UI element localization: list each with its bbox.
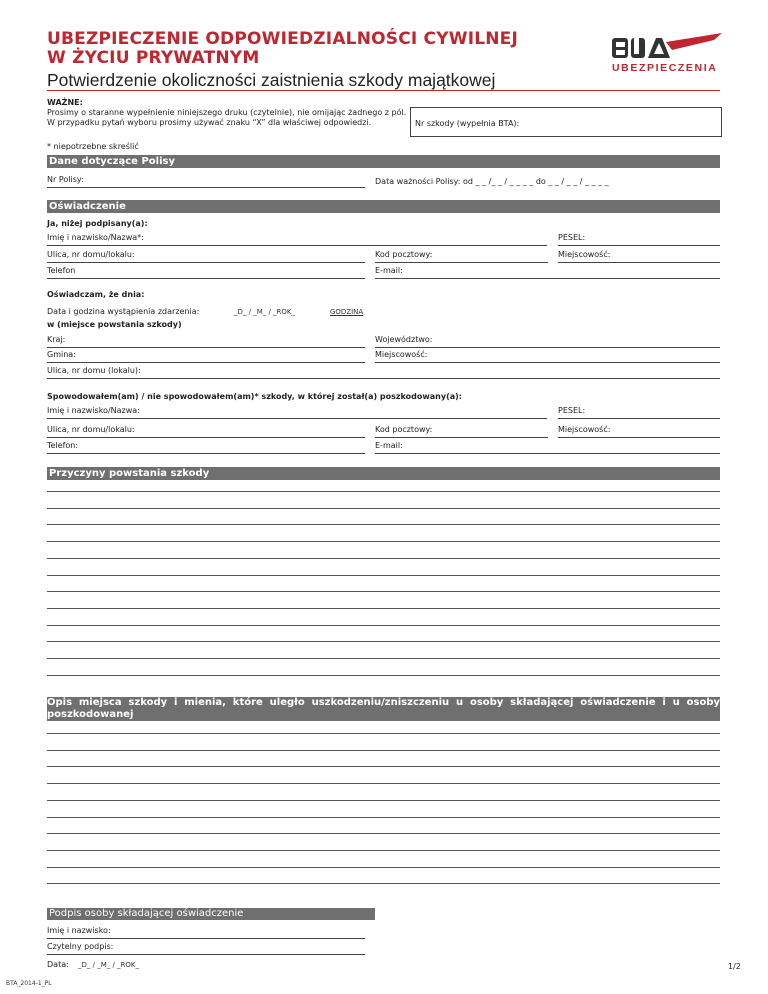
place-street-field[interactable]: Ulica, nr domu (lokalu): [47, 366, 720, 379]
signer-date-label: Data: [47, 960, 69, 969]
insured-postal-field[interactable]: Kod pocztowy: [375, 250, 548, 263]
writing-line[interactable] [47, 608, 720, 609]
victim-name-field[interactable]: Imię i nazwisko/Nazwa: [47, 406, 547, 419]
writing-line[interactable] [47, 867, 720, 868]
form-title [47, 30, 518, 68]
insured-pesel-field[interactable]: PESEL: [558, 233, 720, 246]
header-divider [47, 90, 720, 91]
section-statement: Oświadczenie [47, 200, 720, 213]
writing-line[interactable] [47, 625, 720, 626]
victim-email-field[interactable]: E-mail: [375, 441, 720, 454]
writing-line[interactable] [47, 541, 720, 542]
bta-logo-text: UBEZPIECZENIA [612, 62, 718, 74]
event-time-field[interactable]: GODZINA [330, 308, 364, 316]
writing-line[interactable] [47, 508, 720, 509]
writing-line[interactable] [47, 883, 720, 884]
writing-line[interactable] [47, 575, 720, 576]
writing-line[interactable] [47, 524, 720, 525]
insured-phone-field[interactable]: Telefon [47, 266, 365, 279]
victim-pesel-field[interactable]: PESEL: [558, 406, 720, 419]
writing-line[interactable] [47, 750, 720, 751]
policy-number-field[interactable]: Nr Polisy: [47, 175, 365, 188]
victim-postal-field[interactable]: Kod pocztowy: [375, 425, 548, 438]
writing-line[interactable] [47, 817, 720, 818]
writing-line[interactable] [47, 766, 720, 767]
signer-date-field[interactable]: _D_ / _M_ / _ROK_ [78, 961, 140, 969]
event-date-field[interactable]: _D_ / _M_ / _ROK_ [234, 308, 296, 316]
victim-city-field[interactable]: Miejscowość: [558, 425, 720, 438]
victim-street-field[interactable]: Ulica, nr domu/lokalu: [47, 425, 365, 438]
signer-signature-field[interactable]: Czytelny podpis: [47, 942, 365, 955]
insured-street-field[interactable]: Ulica, nr domu/lokalu: [47, 250, 365, 263]
section-signature: Podpis osoby składającej oświadczenie [47, 908, 375, 920]
caused-heading: Spowodowałem(am) / nie spowodowałem(am)* szkody, w której został(a) poszkodowany(a): [47, 392, 462, 401]
writing-line[interactable] [47, 783, 720, 784]
writing-line[interactable] [47, 833, 720, 834]
document-code: BTA_2014-1_PL [6, 980, 52, 987]
section-causes: Przyczyny powstania szkody [47, 467, 720, 480]
declare-heading: Oświadczam, że dnia: [47, 290, 145, 299]
place-commune-field[interactable]: Gmina: [47, 350, 365, 363]
form-title-line2: W ŻYCIU PRYWATNYM [47, 48, 260, 68]
place-region-field[interactable]: Województwo: [375, 335, 720, 348]
event-datetime-label: Data i godzina wystąpienia zdarzenia: [47, 307, 200, 316]
instructions-line2: W przypadku pytań wyboru prosimy używać znaku “X” dla właściwej odpowiedzi. [47, 118, 372, 127]
writing-line[interactable] [47, 558, 720, 559]
footnote: * niepotrzebne skreślić [47, 142, 139, 151]
writing-line[interactable] [47, 658, 720, 659]
signer-name-field[interactable]: Imię i nazwisko: [47, 926, 365, 939]
policy-validity-field[interactable]: Data ważności Polisy: od _ _ /_ _ / _ _ _ _ do _ _ / _ _ / _ _ _ _ [375, 177, 609, 186]
writing-line[interactable] [47, 491, 720, 492]
claim-number-box[interactable] [410, 107, 722, 137]
section-policy: Dane dotyczące Polisy [47, 155, 720, 168]
form-subtitle: Potwierdzenie okoliczności zaistnienia szkody majątkowej [47, 70, 496, 90]
writing-line[interactable] [47, 850, 720, 851]
writing-line[interactable] [47, 800, 720, 801]
writing-line[interactable] [47, 641, 720, 642]
page-number: 1/2 [728, 962, 741, 971]
insured-city-field[interactable]: Miejscowość: [558, 250, 720, 263]
form-title-line1: UBEZPIECZENIE ODPOWIEDZIALNOŚCI CYWILNEJ [47, 29, 519, 49]
undersigned-heading: Ja, niżej podpisany(a): [47, 219, 148, 228]
place-city-field[interactable]: Miejscowość: [375, 350, 720, 363]
section-description: Opis miejsca szkody i mienia, które uległo uszkodzeniu/zniszczeniu u osoby składającej oświadczenie i u osoby poszkodowanej [47, 697, 720, 720]
place-country-field[interactable]: Kraj: [47, 335, 365, 348]
claim-number-label: Nr szkody (wypełnia BTA): [415, 119, 520, 128]
place-heading: w (miejsce powstania szkody) [47, 320, 182, 329]
insured-email-field[interactable]: E-mail: [375, 266, 720, 279]
victim-phone-field[interactable]: Telefon: [47, 441, 365, 454]
writing-line[interactable] [47, 591, 720, 592]
important-heading: WAŻNE: [47, 98, 83, 107]
insured-name-field[interactable]: Imię i nazwisko/Nazwa*: [47, 233, 547, 246]
instructions-line1: Prosimy o staranne wypełnienie niniejszego druku (czytelnie), nie omijając żadnego z pól. [47, 108, 407, 117]
writing-line[interactable] [47, 675, 720, 676]
writing-line[interactable] [47, 733, 720, 734]
